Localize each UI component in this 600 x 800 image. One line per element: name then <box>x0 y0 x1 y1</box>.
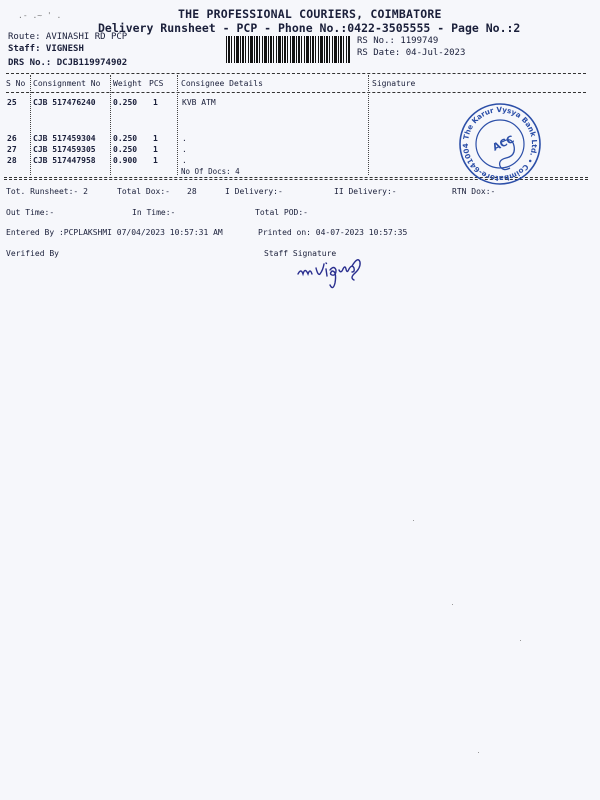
scan-speck <box>413 520 414 521</box>
scan-speck <box>452 604 453 605</box>
barcode <box>226 36 350 63</box>
col-header-pcs: PCS <box>149 79 164 88</box>
tot-runsheet: Tot. Runsheet:- 2 <box>6 187 88 196</box>
in-time: In Time:- <box>132 208 176 217</box>
col-sep <box>368 75 369 175</box>
row-weight: 0.900 <box>113 156 138 165</box>
row-details: KVB ATM <box>182 98 216 107</box>
total-dox-label: Total Dox:- <box>117 187 170 196</box>
col-header-weight: Weight <box>113 79 142 88</box>
header-bottom-rule <box>6 92 586 93</box>
row-details: . <box>182 145 187 154</box>
col-header-sno: S No <box>6 79 26 88</box>
out-time: Out Time:- <box>6 208 55 217</box>
col-header-signature: Signature <box>372 79 416 88</box>
row-pcs: 1 <box>153 156 158 165</box>
row-consignment: CJB 517447958 <box>33 156 96 165</box>
row-pcs: 1 <box>153 134 158 143</box>
drs-number: DRS No.: DCJB119974902 <box>8 58 128 68</box>
row-consignment: CJB 517476240 <box>33 98 96 107</box>
row-pcs: 1 <box>153 98 158 107</box>
ii-delivery: II Delivery:- <box>334 187 397 196</box>
row-sno: 26 <box>7 134 17 143</box>
runsheet-subtitle: Delivery Runsheet - PCP - Phone No.:0422-3505555 - Page No.:2 <box>98 21 521 35</box>
row-consignment: CJB 517459305 <box>33 145 96 154</box>
row-sno: 25 <box>7 98 17 107</box>
entered-by: Entered By :PCPLAKSHMI 07/04/2023 10:57:31 AM <box>6 228 223 237</box>
table-top-rule <box>6 73 586 74</box>
staff-signature <box>296 252 366 296</box>
row-consignment: CJB 517459304 <box>33 134 96 143</box>
row-sno: 27 <box>7 145 17 154</box>
verified-by: Verified By <box>6 249 59 258</box>
col-sep <box>110 75 111 175</box>
i-delivery: I Delivery:- <box>225 187 283 196</box>
svg-text:The Karur Vysya Bank Ltd. • Co: The Karur Vysya Bank Ltd. • Coimbatore-641004 <box>460 104 540 184</box>
total-dox-value: 28 <box>187 187 197 196</box>
bank-stamp <box>458 102 542 186</box>
rtn-dox: RTN Dox:- <box>452 187 496 196</box>
svg-text:ACC: ACC <box>491 134 517 154</box>
scan-speck: .- .~ ' . <box>18 11 62 20</box>
total-pod: Total POD:- <box>255 208 308 217</box>
route-label: Route: AVINASHI RD PCP <box>8 32 128 42</box>
row-sno: 28 <box>7 156 17 165</box>
row-weight: 0.250 <box>113 145 138 154</box>
col-sep <box>177 75 178 175</box>
row-pcs: 1 <box>153 145 158 154</box>
col-header-details: Consignee Details <box>181 79 263 88</box>
scan-speck <box>478 752 479 753</box>
printed-on: Printed on: 04-07-2023 10:57:35 <box>258 228 408 237</box>
row-details: . <box>182 134 187 143</box>
scan-speck <box>520 640 521 641</box>
no-of-docs: No Of Docs: 4 <box>181 167 240 176</box>
row-weight: 0.250 <box>113 134 138 143</box>
row-weight: 0.250 <box>113 98 138 107</box>
company-title: THE PROFESSIONAL COURIERS, COIMBATORE <box>178 7 442 21</box>
staff-signature-label: Staff Signature <box>264 249 337 258</box>
rs-number: RS No.: 1199749 <box>357 36 439 46</box>
col-header-consignment: Consignment No <box>33 79 101 88</box>
row-details: . <box>182 156 187 165</box>
staff-label: Staff: VIGNESH <box>8 44 84 54</box>
col-sep <box>30 75 31 175</box>
rs-date: RS Date: 04-Jul-2023 <box>357 48 466 58</box>
